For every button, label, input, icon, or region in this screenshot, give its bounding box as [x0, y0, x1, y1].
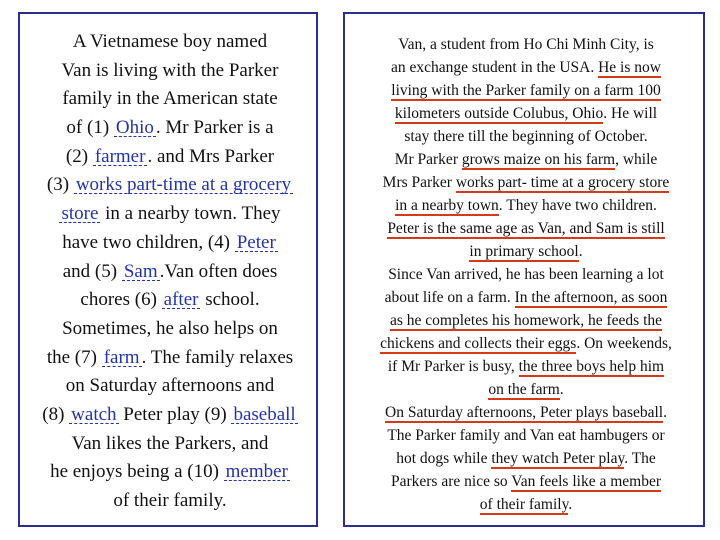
summary-line — [20, 175, 320, 195]
underlined-phrase: Peter is the same age as Van, and Sam is still — [387, 220, 665, 237]
line-text: , while — [615, 151, 658, 168]
underlined-phrase: the three boys help him — [518, 358, 665, 375]
passage-line — [345, 197, 707, 215]
line-text: . On weekends, — [576, 335, 672, 352]
underlined-phrase: chickens and collects their eggs — [380, 335, 577, 352]
passage-line — [345, 36, 707, 54]
summary-line — [20, 462, 320, 482]
line-text: family in the American state — [62, 88, 278, 109]
summary-line — [20, 32, 320, 52]
underlined-phrase: He is now — [598, 59, 661, 76]
summary-line — [20, 204, 320, 224]
summary-line — [20, 147, 320, 167]
summary-line — [20, 434, 320, 454]
line-text: hot dogs while — [396, 450, 492, 467]
line-text: stay there till the beginning of October. — [404, 128, 648, 145]
line-text: . The — [624, 450, 656, 467]
line-text: . — [568, 496, 573, 513]
summary-line — [20, 118, 320, 138]
passage-line — [345, 335, 707, 353]
line-text: The Parker family and Van eat hambugers or — [387, 427, 665, 444]
underlined-phrase: living with the Parker family on a farm 100 — [391, 82, 661, 99]
passage-line — [345, 427, 707, 445]
summary-line — [20, 61, 320, 81]
line-text: Van likes the Parkers, and — [71, 433, 269, 454]
line-text: an exchange student in the USA. — [391, 59, 599, 76]
underlined-phrase: they watch Peter play — [491, 450, 625, 467]
underlined-phrase: Van feels like a member — [511, 473, 661, 490]
underlined-phrase: as he completes his homework, he feeds the — [389, 312, 663, 329]
line-text: . — [663, 404, 667, 421]
answer-blank: after — [163, 289, 199, 310]
passage-line — [345, 59, 707, 77]
passage-line — [345, 82, 707, 100]
answer-blank: watch — [71, 404, 117, 425]
line-text: chores (6) — [80, 289, 162, 310]
line-text: he enjoys being a (10) — [50, 461, 224, 482]
underlined-phrase: kilometers outside Colubus, Ohio — [394, 105, 604, 122]
underlined-phrase: of their family — [479, 496, 569, 513]
line-text: A Vietnamese boy named — [72, 31, 268, 52]
underlined-phrase: in a nearby town — [395, 197, 499, 214]
line-text: . He will — [603, 105, 658, 122]
line-text: Parkers are nice so — [390, 473, 512, 490]
summary-line — [20, 290, 320, 310]
line-text: (3) — [46, 174, 74, 195]
answer-blank: baseball — [233, 404, 296, 425]
line-text: Van is living with the Parker — [61, 60, 279, 81]
line-text: .Van often does — [159, 261, 278, 282]
underlined-phrase: works part- time at a grocery store — [455, 174, 670, 191]
summary-line — [20, 405, 320, 425]
answer-blank: farm — [103, 347, 140, 368]
line-text: in a nearby town. They — [100, 203, 281, 224]
summary-line — [20, 319, 320, 339]
summary-line — [20, 376, 320, 396]
answer-blank: Ohio — [115, 117, 154, 138]
summary-line — [20, 89, 320, 109]
line-text: of (1) — [66, 117, 114, 138]
line-text: . Mr Parker is a — [155, 117, 274, 138]
underlined-phrase: on the farm — [488, 381, 560, 398]
line-text: the (7) — [46, 347, 102, 368]
passage-line — [345, 289, 707, 307]
line-text: . The family relaxes — [141, 347, 294, 368]
answer-blank: Sam — [123, 261, 158, 282]
summary-line — [20, 491, 320, 511]
line-text: . and Mrs Parker — [147, 146, 275, 167]
passage-line — [345, 473, 707, 491]
passage-line — [345, 174, 707, 192]
passage-line — [345, 358, 707, 376]
line-text: about life on a farm. — [384, 289, 515, 306]
line-text: if Mr Parker is busy, — [387, 358, 519, 375]
line-text: Mr Parker — [394, 151, 462, 168]
cloze-summary-panel — [18, 12, 318, 527]
passage-line — [345, 220, 707, 238]
passage-line — [345, 312, 707, 330]
answer-blank: store — [61, 203, 99, 224]
line-text: (2) — [65, 146, 93, 167]
passage-line — [345, 128, 707, 146]
line-text: . They have two children. — [498, 197, 657, 214]
passage-line — [345, 496, 707, 514]
line-text: and (5) — [62, 261, 122, 282]
passage-line — [345, 151, 707, 169]
line-text: Van, a student from Ho Chi Minh City, is — [398, 36, 654, 53]
summary-line — [20, 262, 320, 282]
line-text: on Saturday afternoons and — [65, 375, 275, 396]
answer-blank: farmer — [94, 146, 146, 167]
summary-line — [20, 348, 320, 368]
passage-line — [345, 243, 707, 261]
answer-blank: member — [225, 461, 288, 482]
underlined-phrase: in primary school — [469, 243, 579, 260]
passage-line — [345, 404, 707, 422]
line-text: (8) — [42, 404, 70, 425]
underlined-phrase: grows maize on his farm — [461, 151, 616, 168]
underlined-phrase: In the afternoon, as soon — [514, 289, 668, 306]
line-text: Since Van arrived, he has been learning a lot — [388, 266, 664, 283]
summary-line — [20, 233, 320, 253]
passage-line — [345, 266, 707, 284]
underlined-phrase: On Saturday afternoons, Peter plays baseball — [385, 404, 664, 421]
line-text: have two children, (4) — [62, 232, 235, 253]
line-text: Sometimes, he also helps on — [62, 318, 278, 339]
passage-line — [345, 381, 707, 399]
line-text: . — [559, 381, 564, 398]
passage-line — [345, 450, 707, 468]
line-text: school. — [200, 289, 260, 310]
line-text: Peter play (9) — [118, 404, 232, 425]
reading-passage-panel — [343, 12, 705, 527]
passage-line — [345, 105, 707, 123]
line-text: of their family. — [113, 490, 227, 511]
answer-blank: works part-time at a grocery — [75, 174, 292, 195]
answer-blank: Peter — [236, 232, 276, 253]
line-text: . — [578, 243, 583, 260]
line-text: Mrs Parker — [382, 174, 456, 191]
